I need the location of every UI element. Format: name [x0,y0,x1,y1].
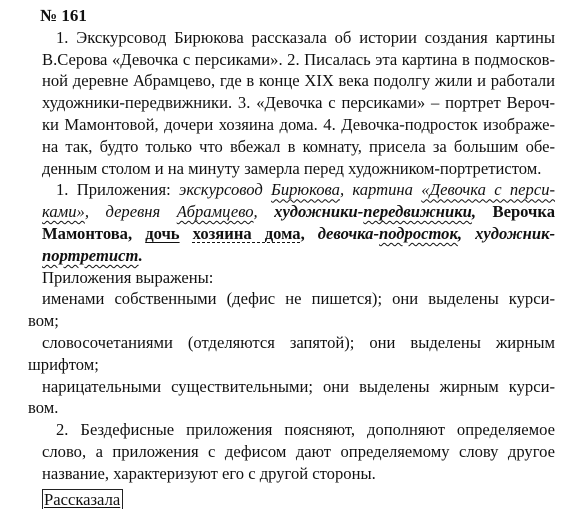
text-line: слово, а приложения с дефисом дают определяемому слову другое [42,441,555,461]
answer-line [42,179,555,201]
analyzed-word: Рассказала [42,489,123,509]
proper-name: Абрамцево [176,202,254,222]
apposition: художники- [274,202,364,222]
apposition: экскурсовод [179,180,263,200]
comma: , [471,202,493,222]
proper-name: «Девочка с перси- [421,180,556,200]
answer-intro: 1. Приложения: [56,180,179,200]
answer-line [42,223,555,245]
list-item: вом; [28,311,59,331]
proper-name: Бирюкова [271,180,340,200]
comma: , [457,223,476,243]
text-line: 2. Бездефисные приложения поясняют, дополняют определяемое [56,420,555,440]
list-item: именами собственными (дефис не пишется); они выделены курси- [42,289,555,309]
apposition: деревня [105,202,161,222]
text-line: денным столом и на минуту замерла перед художником-портретистом. [42,158,542,178]
apposition: передвижники [363,202,472,222]
apposition: подросток [379,223,458,243]
text-line: 1. Экскурсовод Бирюкова рассказала об истории создания картины [56,27,555,47]
comma: , [84,202,106,222]
period: . [138,245,143,265]
list-item: нарицательными существительными; они выделены жирным курси- [42,376,555,396]
text-line: художники-передвижники. 3. «Девочка с персиками» – портрет Вероч- [42,93,555,113]
text-line: на так, будто только что вбежал в комнату, присела за большим обе- [42,136,555,156]
answer-line [42,201,555,223]
text-line: ки Мамонтовой, дочери хозяина дома. 4. Девочка-подросток изображе- [42,114,555,134]
text-line: В.Серова «Девочка с персиками». 2. Писалась эта картина в подмосков- [42,49,555,69]
space [160,202,176,221]
apposition: художник- [475,223,556,243]
comma: , [127,223,146,243]
appositions-answer [42,179,555,266]
proper-name: ками» [42,202,85,222]
list-item: словосочетаниями (отделяются запятой); они выделены жирным [42,332,555,352]
exercise-text [42,27,555,180]
proper-name: Верочка [492,202,556,222]
text-line: название, характеризуют его с другой стороны. [42,463,376,483]
list-item: шрифтом; [28,354,99,374]
list-heading: Приложения выражены: [42,267,214,287]
answer-line [42,245,555,267]
conclusion-text [42,419,555,484]
apposition: дочь [145,223,180,243]
space [263,180,271,199]
space [180,224,193,243]
proper-name: Мамонтова [42,223,128,243]
comma: , [339,180,353,200]
expressed-list [28,267,555,420]
apposition: картина [352,180,413,200]
apposition: девочка- [317,223,379,243]
text-line: ной деревне Абрамцево, где в конце XIX века подолгу жили и работали [42,71,555,91]
apposition: портретист [42,245,139,265]
exercise-number: № 161 [40,6,87,25]
word-analysis [42,485,555,510]
apposition: хозяина дома [192,223,301,243]
list-item: вом. [28,398,59,418]
comma: , [300,223,318,243]
comma: , [253,202,275,222]
